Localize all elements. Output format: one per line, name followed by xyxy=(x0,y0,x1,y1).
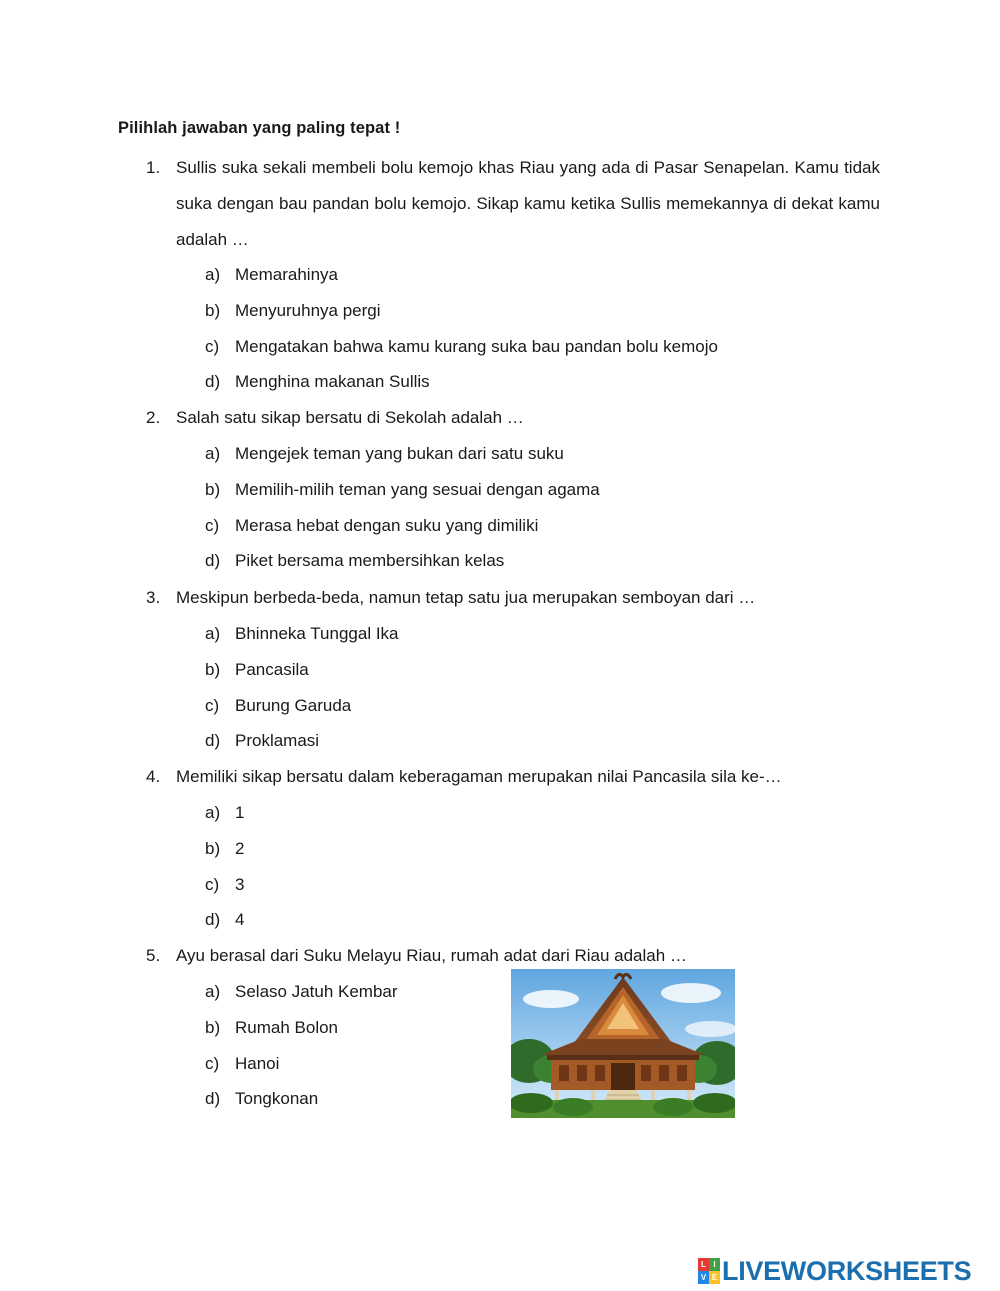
question-2-options xyxy=(205,436,600,579)
question-1-options xyxy=(205,257,718,400)
option-text: Piket bersama membersihkan kelas xyxy=(235,551,505,571)
question-4-options xyxy=(205,795,244,938)
question-text: Ayu berasal dari Suku Melayu Riau, rumah adat dari Riau adalah … xyxy=(176,946,687,965)
question-2 xyxy=(146,400,880,436)
question-text: Salah satu sikap bersatu di Sekolah adalah … xyxy=(176,408,524,427)
option-text: 3 xyxy=(235,874,245,894)
option-text: Bhinneka Tunggal Ika xyxy=(235,624,399,643)
liveworksheets-badge-icon: L I V E xyxy=(698,1258,720,1284)
option-a[interactable]: a) Mengejek teman yang bukan dari satu suku xyxy=(205,444,564,463)
question-number: 2. xyxy=(146,408,161,427)
liveworksheets-logo xyxy=(698,1255,971,1287)
question-number: 3. xyxy=(146,588,161,607)
option-text: Rumah Bolon xyxy=(235,1017,339,1037)
option-d[interactable]: d) Proklamasi xyxy=(205,731,320,751)
question-text: Meskipun berbeda-beda, namun tetap satu jua merupakan semboyan dari … xyxy=(176,588,756,607)
option-c[interactable]: c) Merasa hebat dengan suku yang dimiliki xyxy=(205,515,539,535)
option-d[interactable]: d) Piket bersama membersihkan kelas xyxy=(205,551,505,571)
option-d[interactable]: d) Menghina makanan Sullis xyxy=(205,372,430,392)
option-a[interactable]: a) Bhinneka Tunggal Ika xyxy=(205,624,399,643)
option-c[interactable]: c) Hanoi xyxy=(205,1053,280,1073)
liveworksheets-wordmark: LIVEWORKSHEETS xyxy=(722,1255,972,1286)
option-text: Merasa hebat dengan suku yang dimiliki xyxy=(235,515,539,535)
question-5-options xyxy=(205,974,398,1117)
question-text: Memiliki sikap bersatu dalam keberagaman merupakan nilai Pancasila sila ke-… xyxy=(176,767,782,786)
option-b[interactable]: b) Memilih-milih teman yang sesuai dengan agama xyxy=(205,479,600,499)
option-b[interactable]: b) Pancasila xyxy=(205,659,309,679)
option-text: 1 xyxy=(235,803,245,822)
option-d[interactable]: d) Tongkonan xyxy=(205,1089,319,1109)
instruction-heading: Pilihlah jawaban yang paling tepat ! xyxy=(118,119,401,137)
option-text: Hanoi xyxy=(235,1053,280,1073)
question-number: 4. xyxy=(146,767,161,786)
option-text: Mengejek teman yang bukan dari satu suku xyxy=(235,444,564,463)
option-a[interactable]: a) 1 xyxy=(205,803,245,822)
question-number: 5. xyxy=(146,946,161,965)
option-text: 4 xyxy=(235,910,245,930)
option-text: Menghina makanan Sullis xyxy=(235,372,430,392)
option-b[interactable]: b) Menyuruhnya pergi xyxy=(205,300,381,320)
option-text: Tongkonan xyxy=(235,1089,319,1109)
option-c[interactable]: c) 3 xyxy=(205,874,245,894)
option-text: Mengatakan bahwa kamu kurang suka bau pandan bolu kemojo xyxy=(235,336,718,356)
question-4 xyxy=(146,759,880,795)
question-number: 1. xyxy=(146,158,161,177)
option-text: Selaso Jatuh Kembar xyxy=(235,982,398,1001)
option-d[interactable]: d) 4 xyxy=(205,910,245,930)
option-text: Menyuruhnya pergi xyxy=(235,300,381,320)
option-a[interactable]: a) Memarahinya xyxy=(205,265,338,284)
riau-house-image xyxy=(511,969,735,1118)
option-a[interactable]: a) Selaso Jatuh Kembar xyxy=(205,982,398,1001)
question-3 xyxy=(146,580,880,616)
option-text: Memarahinya xyxy=(235,265,338,284)
option-c[interactable]: c) Burung Garuda xyxy=(205,695,352,715)
option-text: Pancasila xyxy=(235,659,309,679)
option-text: 2 xyxy=(235,838,245,858)
option-c[interactable]: c) Mengatakan bahwa kamu kurang suka bau pandan bolu kemojo xyxy=(205,336,718,356)
question-1 xyxy=(146,150,880,258)
question-text: Sullis suka sekali membeli bolu kemojo khas Riau yang ada di Pasar Senapelan. Kamu tidak suka dengan bau pandan bolu kemojo. Sikap kamu ketika Sullis memekannya di dekat kamu adalah … xyxy=(176,158,880,249)
option-text: Burung Garuda xyxy=(235,695,352,715)
option-text: Proklamasi xyxy=(235,731,320,751)
option-text: Memilih-milih teman yang sesuai dengan agama xyxy=(235,479,600,499)
option-b[interactable]: b) 2 xyxy=(205,838,245,858)
option-b[interactable]: b) Rumah Bolon xyxy=(205,1017,339,1037)
question-3-options xyxy=(205,616,399,759)
